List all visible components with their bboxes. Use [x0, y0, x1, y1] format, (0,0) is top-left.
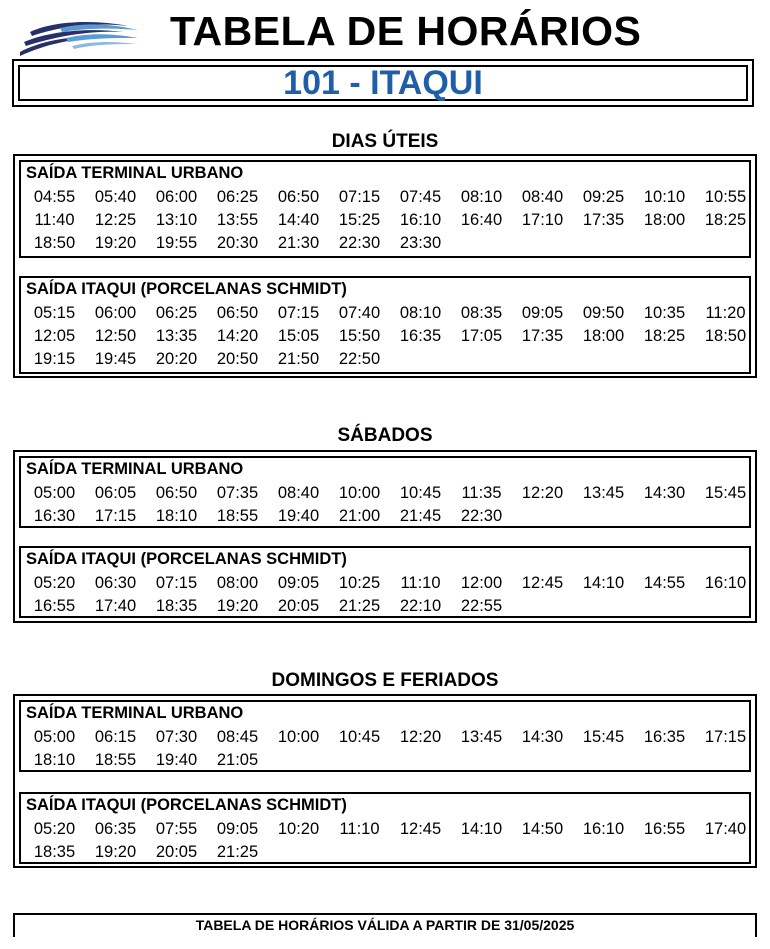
departure-time: 14:40	[277, 211, 320, 229]
departure-time: 21:45	[399, 507, 442, 525]
departure-time: 18:50	[704, 327, 747, 345]
departure-time: 13:55	[216, 211, 259, 229]
departure-time: 06:15	[94, 728, 137, 746]
departure-time: 10:25	[338, 574, 381, 592]
departure-time: 22:50	[338, 350, 381, 368]
departure-time: 07:55	[155, 820, 198, 838]
times-grid	[24, 572, 756, 618]
departure-time: 16:35	[399, 327, 442, 345]
departure-time: 11:10	[400, 574, 441, 592]
departure-time: 11:35	[461, 484, 502, 502]
departure-time: 16:10	[704, 574, 747, 592]
departure-time: 09:05	[521, 304, 564, 322]
departure-time: 10:20	[277, 820, 320, 838]
departure-time: 23:30	[399, 234, 442, 252]
route-title: 101 - ITAQUI	[283, 64, 483, 102]
departure-time: 18:10	[155, 507, 198, 525]
departure-time: 10:10	[643, 188, 686, 206]
departure-time: 20:05	[277, 597, 320, 615]
departure-time: 17:05	[460, 327, 503, 345]
departure-time: 04:55	[33, 188, 76, 206]
departure-time: 12:25	[94, 211, 137, 229]
departure-time: 07:45	[399, 188, 442, 206]
departure-time: 18:25	[643, 327, 686, 345]
departure-time: 06:30	[94, 574, 137, 592]
schedule-weekdays-itaqui	[19, 276, 751, 374]
departure-time: 19:40	[155, 751, 198, 769]
departure-time: 17:40	[704, 820, 747, 838]
departure-time: 10:00	[338, 484, 381, 502]
departure-time: 07:15	[338, 188, 381, 206]
departure-time: 06:00	[155, 188, 198, 206]
departure-time: 16:10	[399, 211, 442, 229]
departure-time: 18:35	[155, 597, 198, 615]
departure-time: 22:30	[460, 507, 503, 525]
schedule-weekdays-terminal	[19, 160, 751, 258]
departure-time: 14:30	[643, 484, 686, 502]
departure-time: 21:50	[277, 350, 320, 368]
departure-time: 15:05	[277, 327, 320, 345]
section-title-weekdays: DIAS ÚTEIS	[331, 131, 439, 152]
departure-time: 20:20	[155, 350, 198, 368]
departure-time: 05:20	[33, 574, 76, 592]
schedule-sundays-itaqui	[19, 792, 751, 864]
page-title: TABELA DE HORÁRIOS	[170, 8, 642, 54]
departure-time: 17:40	[94, 597, 137, 615]
departure-time: 16:30	[33, 507, 76, 525]
departure-time: 10:45	[399, 484, 442, 502]
schedule-title: SAÍDA ITAQUI (PORCELANAS SCHMIDT)	[26, 550, 347, 568]
departure-time: 06:50	[155, 484, 198, 502]
departure-time: 18:00	[643, 211, 686, 229]
departure-time: 14:20	[216, 327, 259, 345]
departure-time: 06:50	[216, 304, 259, 322]
footer	[13, 913, 757, 937]
schedule-title: SAÍDA TERMINAL URBANO	[26, 704, 244, 722]
departure-time: 05:00	[33, 484, 76, 502]
section-title-saturdays: SÁBADOS	[337, 425, 433, 446]
departure-time: 06:35	[94, 820, 137, 838]
departure-time: 08:40	[521, 188, 564, 206]
departure-time: 15:50	[338, 327, 381, 345]
departure-time: 12:20	[399, 728, 442, 746]
departure-time: 18:00	[582, 327, 625, 345]
departure-time: 13:45	[582, 484, 625, 502]
departure-time: 08:35	[460, 304, 503, 322]
route-banner	[12, 59, 754, 107]
departure-time: 18:10	[33, 751, 76, 769]
departure-time: 16:55	[33, 597, 76, 615]
departure-time: 14:30	[521, 728, 564, 746]
departure-time: 12:05	[33, 327, 76, 345]
departure-time: 17:35	[521, 327, 564, 345]
departure-time: 19:40	[277, 507, 320, 525]
departure-time: 17:15	[704, 728, 747, 746]
schedule-saturdays-terminal	[19, 456, 751, 528]
departure-time: 22:55	[460, 597, 503, 615]
departure-time: 08:45	[216, 728, 259, 746]
departure-time: 15:25	[338, 211, 381, 229]
departure-time: 12:50	[94, 327, 137, 345]
departure-time: 08:10	[399, 304, 442, 322]
departure-time: 21:30	[277, 234, 320, 252]
departure-time: 20:05	[155, 843, 198, 861]
departure-time: 05:00	[33, 728, 76, 746]
departure-time: 13:10	[155, 211, 198, 229]
departure-time: 21:00	[338, 507, 381, 525]
departure-time: 11:20	[705, 304, 746, 322]
departure-time: 07:15	[277, 304, 320, 322]
departure-time: 17:15	[94, 507, 137, 525]
departure-time: 07:40	[338, 304, 381, 322]
times-grid	[24, 818, 756, 864]
departure-time: 06:25	[216, 188, 259, 206]
section-title-sundays: DOMINGOS E FERIADOS	[271, 670, 499, 691]
section-saturdays	[13, 450, 757, 623]
departure-time: 20:50	[216, 350, 259, 368]
departure-time: 20:30	[216, 234, 259, 252]
departure-time: 17:10	[521, 211, 564, 229]
departure-time: 19:20	[94, 843, 137, 861]
departure-time: 11:40	[34, 211, 75, 229]
departure-time: 21:25	[338, 597, 381, 615]
departure-time: 14:50	[521, 820, 564, 838]
departure-time: 19:15	[33, 350, 76, 368]
departure-time: 13:35	[155, 327, 198, 345]
departure-time: 10:35	[643, 304, 686, 322]
times-grid	[24, 726, 756, 772]
schedule-saturdays-itaqui	[19, 546, 751, 618]
validity-notice: TABELA DE HORÁRIOS VÁLIDA A PARTIR DE 31/05/2025	[195, 917, 575, 933]
departure-time: 06:00	[94, 304, 137, 322]
departure-time: 14:55	[643, 574, 686, 592]
section-sundays	[13, 694, 757, 868]
header	[0, 0, 770, 60]
departure-time: 19:20	[94, 234, 137, 252]
departure-time: 18:50	[33, 234, 76, 252]
schedule-sundays-terminal	[19, 700, 751, 772]
section-weekdays	[13, 154, 757, 378]
departure-time: 12:00	[460, 574, 503, 592]
departure-time: 21:25	[216, 843, 259, 861]
departure-time: 11:10	[339, 820, 380, 838]
departure-time: 07:30	[155, 728, 198, 746]
departure-time: 13:45	[460, 728, 503, 746]
schedule-title: SAÍDA TERMINAL URBANO	[26, 164, 244, 182]
departure-time: 09:25	[582, 188, 625, 206]
departure-time: 19:20	[216, 597, 259, 615]
departure-time: 15:45	[704, 484, 747, 502]
departure-time: 16:35	[643, 728, 686, 746]
times-grid	[24, 482, 756, 528]
departure-time: 22:30	[338, 234, 381, 252]
departure-time: 10:45	[338, 728, 381, 746]
times-grid	[24, 186, 756, 255]
departure-time: 15:45	[582, 728, 625, 746]
departure-time: 10:00	[277, 728, 320, 746]
departure-time: 05:20	[33, 820, 76, 838]
schedule-title: SAÍDA ITAQUI (PORCELANAS SCHMIDT)	[26, 796, 347, 814]
departure-time: 08:00	[216, 574, 259, 592]
departure-time: 22:10	[399, 597, 442, 615]
departure-time: 06:50	[277, 188, 320, 206]
departure-time: 08:40	[277, 484, 320, 502]
departure-time: 14:10	[460, 820, 503, 838]
departure-time: 17:35	[582, 211, 625, 229]
departure-time: 18:55	[94, 751, 137, 769]
schedule-title: SAÍDA ITAQUI (PORCELANAS SCHMIDT)	[26, 280, 347, 298]
departure-time: 21:05	[216, 751, 259, 769]
departure-time: 07:35	[216, 484, 259, 502]
departure-time: 16:10	[582, 820, 625, 838]
departure-time: 12:45	[521, 574, 564, 592]
departure-time: 05:40	[94, 188, 137, 206]
logo-waves-icon	[16, 12, 140, 56]
departure-time: 18:25	[704, 211, 747, 229]
departure-time: 05:15	[33, 304, 76, 322]
departure-time: 06:25	[155, 304, 198, 322]
departure-time: 10:55	[704, 188, 747, 206]
departure-time: 12:45	[399, 820, 442, 838]
departure-time: 16:40	[460, 211, 503, 229]
departure-time: 09:05	[277, 574, 320, 592]
departure-time: 18:35	[33, 843, 76, 861]
departure-time: 12:20	[521, 484, 564, 502]
departure-time: 16:55	[643, 820, 686, 838]
departure-time: 14:10	[582, 574, 625, 592]
departure-time: 18:55	[216, 507, 259, 525]
departure-time: 09:50	[582, 304, 625, 322]
departure-time: 19:45	[94, 350, 137, 368]
times-grid	[24, 302, 756, 371]
departure-time: 08:10	[460, 188, 503, 206]
schedule-title: SAÍDA TERMINAL URBANO	[26, 460, 244, 478]
departure-time: 06:05	[94, 484, 137, 502]
departure-time: 09:05	[216, 820, 259, 838]
route-banner-inner	[18, 65, 748, 101]
departure-time: 19:55	[155, 234, 198, 252]
departure-time: 07:15	[155, 574, 198, 592]
